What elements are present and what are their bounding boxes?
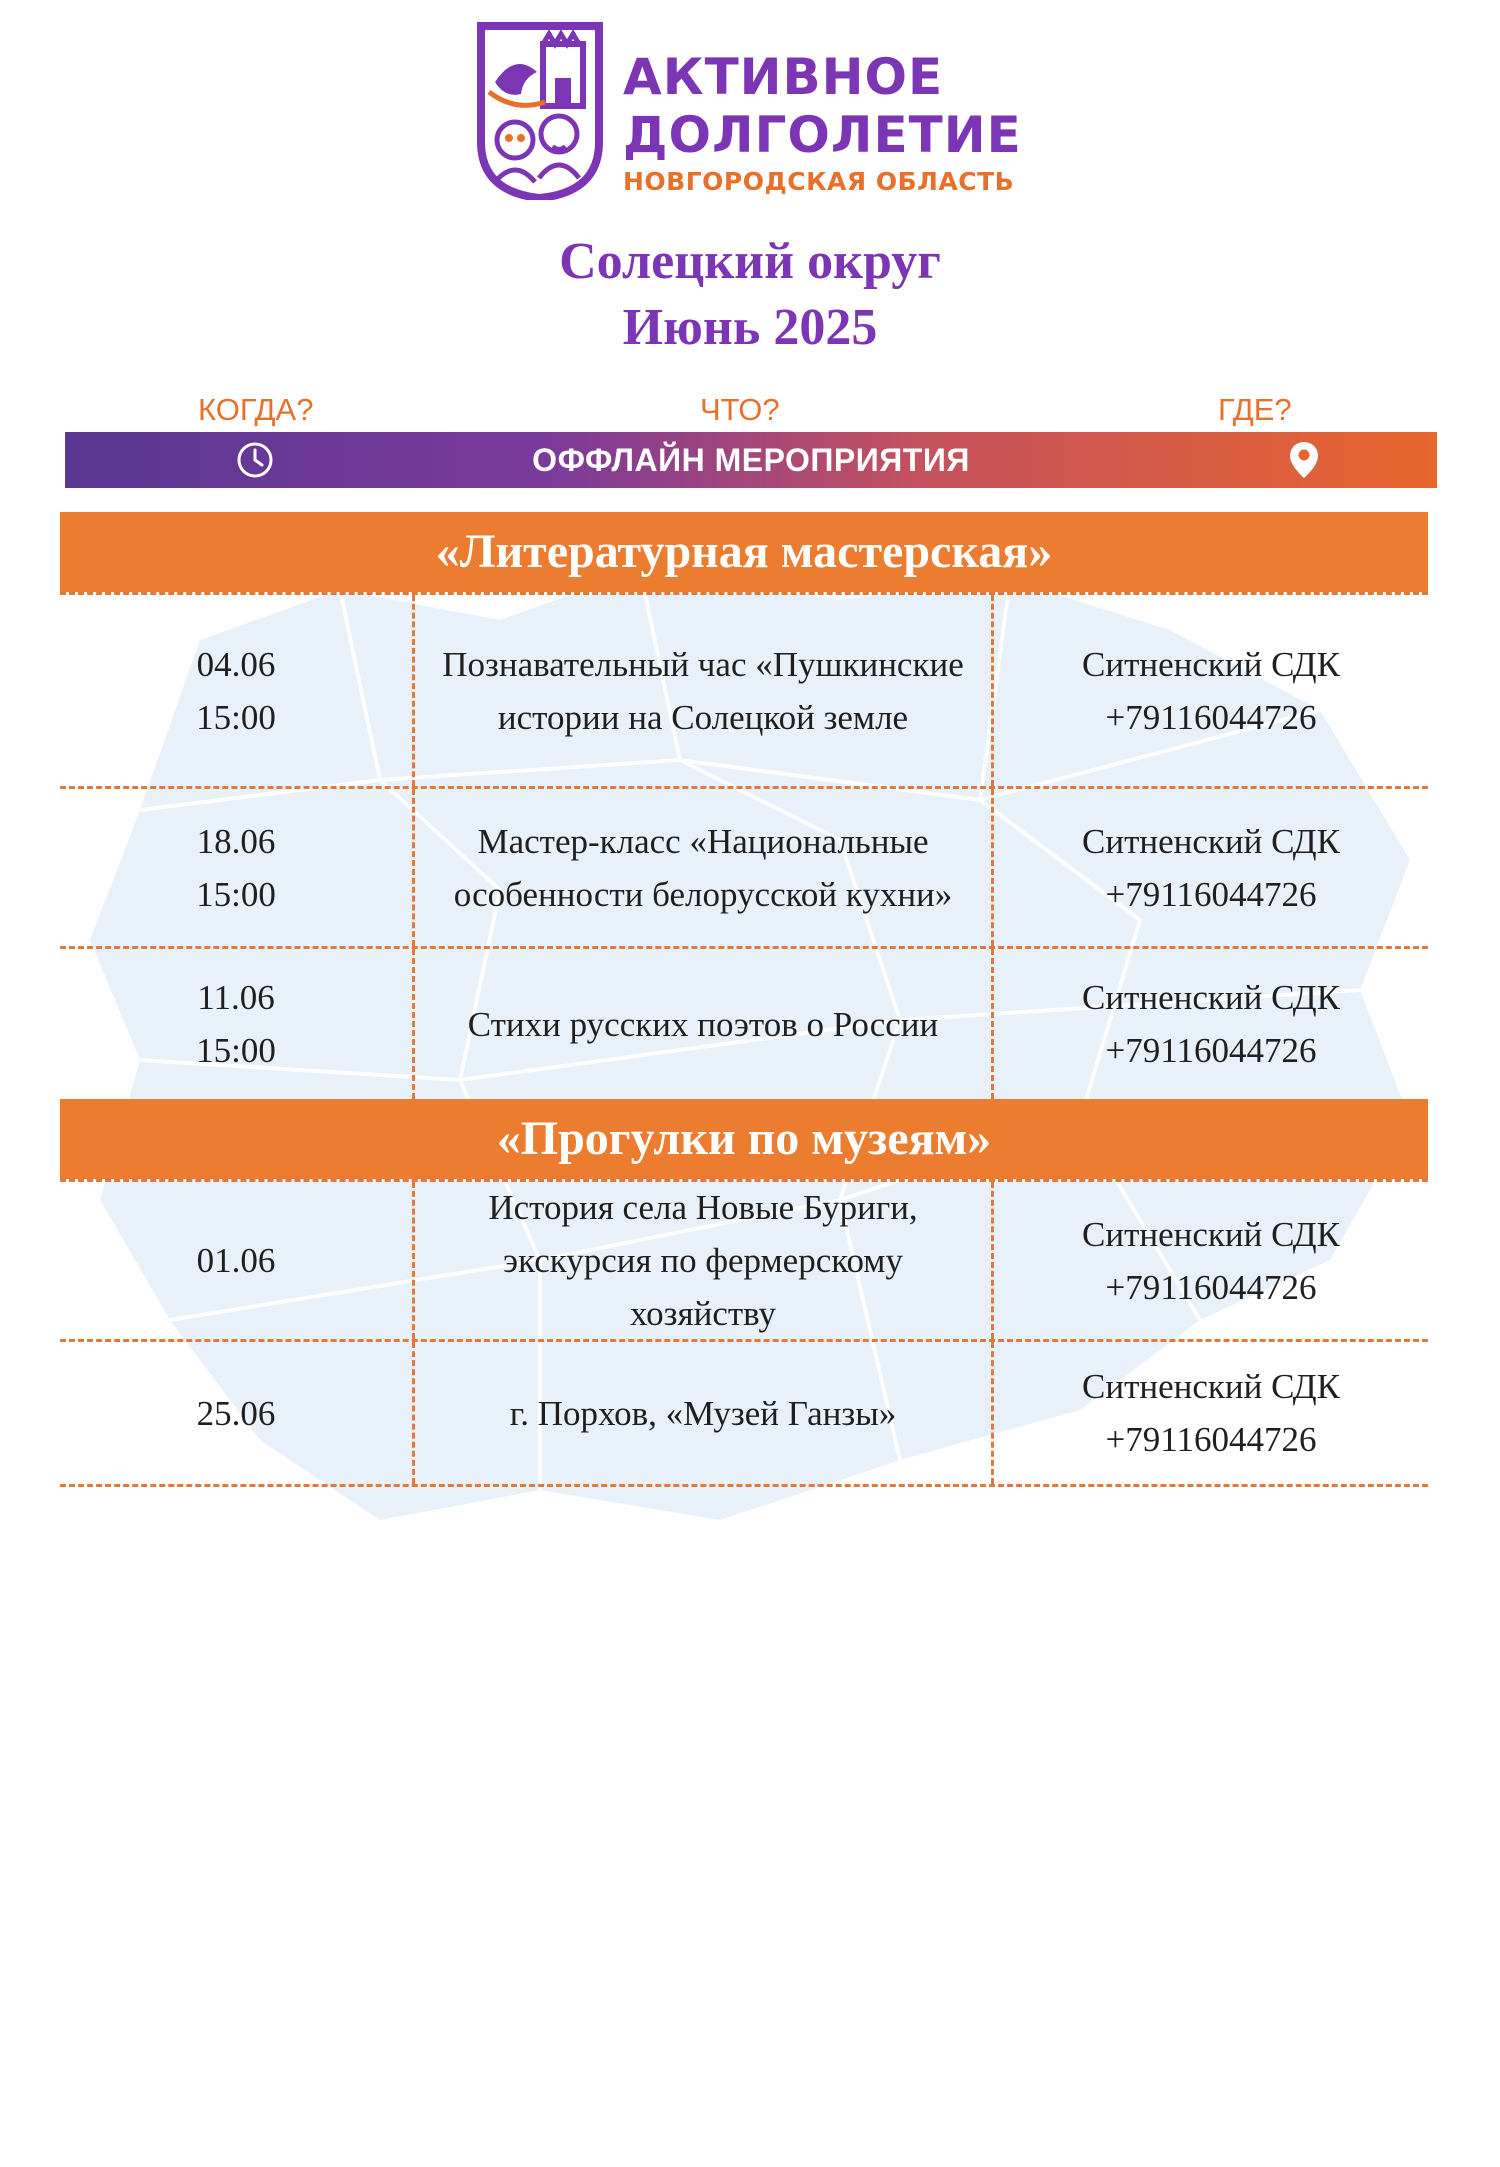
event-phone: +79116044726 [1105,1031,1317,1070]
event-place: Ситненский СДК [1082,821,1340,861]
event-place: Ситненский СДК [1082,978,1340,1017]
page-title-district: Солецкий округ [559,233,941,290]
event-date: 01.06 [196,1241,276,1280]
event-phone: +79116044726 [1105,1267,1317,1307]
event-title: Мастер-класс «Национальные особенности белорусской кухни» [412,789,994,946]
event-time: 15:00 [196,1031,276,1070]
event-datetime [60,789,412,946]
offline-events-label: ОФФЛАЙН МЕРОПРИЯТИЯ [532,442,970,478]
table-row [60,1342,1428,1487]
table-row [60,949,1428,1099]
event-datetime [60,949,412,1099]
event-place: Ситненский СДК [1082,1367,1340,1406]
event-title: г. Порхов, «Музей Ганзы» [412,1342,994,1484]
location-pin-icon [1288,440,1320,480]
logo-text-line1: АКТИВНОЕ [623,48,944,106]
event-schedule-table [60,512,1428,1487]
column-header-when: КОГДА? [198,392,314,427]
table-row [60,592,1428,789]
event-time: 15:00 [196,874,276,914]
event-location [994,595,1428,786]
event-datetime [60,595,412,786]
event-date: 18.06 [196,821,276,861]
event-title: Стихи русских поэтов о России [412,949,994,1099]
event-location [994,789,1428,946]
table-row [60,789,1428,949]
logo-text-line2: ДОЛГОЛЕТИЕ [623,106,1022,164]
active-longevity-logo [475,22,1035,202]
event-location [994,1182,1428,1339]
event-place: Ситненский СДК [1082,644,1340,684]
section-header-literary-workshop: «Литературная мастерская» [60,512,1428,592]
offline-events-bar [65,432,1437,488]
event-title: Познавательный час «Пушкинские истории на Солецкой земле [412,595,994,786]
event-phone: +79116044726 [1105,697,1317,737]
logo-text-line3: НОВГОРОДСКАЯ ОБЛАСТЬ [623,167,1015,196]
column-header-where: ГДЕ? [1218,392,1292,427]
event-date: 04.06 [196,644,276,684]
event-datetime [60,1182,412,1339]
event-phone: +79116044726 [1105,1420,1317,1459]
event-date: 25.06 [196,1393,276,1433]
table-row [60,1179,1428,1342]
event-date: 11.06 [197,978,275,1017]
event-time: 15:00 [196,697,276,737]
section-header-museum-walks: «Прогулки по музеям» [60,1099,1428,1179]
event-phone: +79116044726 [1105,874,1317,914]
page-title-month: Июнь 2025 [622,299,878,356]
event-location [994,1342,1428,1484]
logo-emblem-icon [475,22,605,200]
event-location [994,949,1428,1099]
event-datetime [60,1342,412,1484]
event-title: История села Новые Буриги, экскурсия по фермерскому хозяйству [412,1182,994,1339]
event-place: Ситненский СДК [1082,1214,1340,1254]
column-header-what: ЧТО? [700,392,780,427]
